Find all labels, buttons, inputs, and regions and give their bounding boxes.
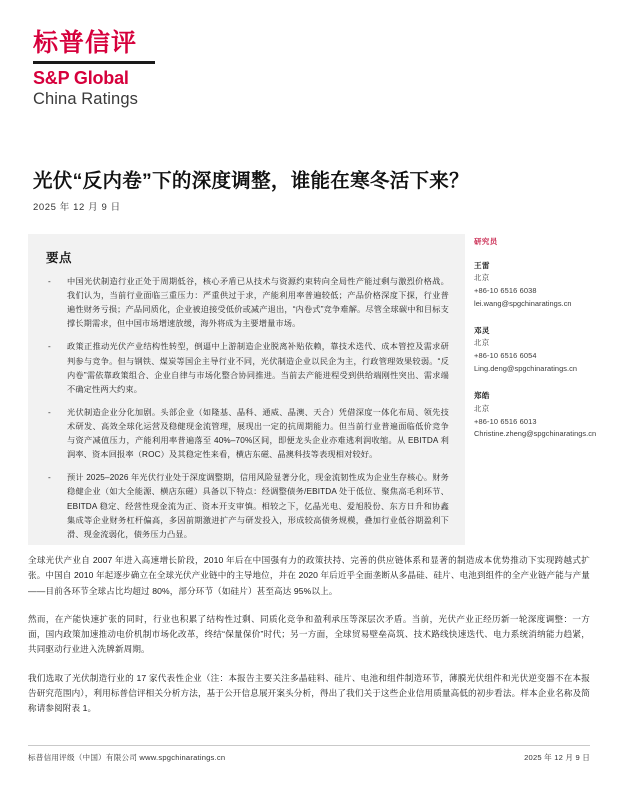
key-point-text: 光伏制造企业分化加剧。头部企业（如隆基、晶科、通威、晶澳、天合）凭借深度一体化布局、领先技术研发、高效全球化运营及稳健现金流管理，展现出一定的抗周期能力。但当前行业普遍面临低价竞争与资产减值压力，产能利用率普遍落至 40%–70%区间，即便龙头企业亦难逃利润收缩。从 EBITDA 利润率、资本回报率（ROC）及其稳定性来看，横店东磁、晶澳科技等表现相对较好。 [67, 407, 449, 460]
body-paragraph: 我们选取了光伏制造行业的 17 家代表性企业（注：本报告主要关注多晶硅料、硅片、电池和组件制造环节，薄膜光伏组件和光伏逆变器不在本报告研究范围内），利用标普信评相关分析方法，基于公开信息展开案头分析，得出了我们关于这些企业信用质量高低的初步看法。样本企业名称及简称请参阅附表 1。 [28, 672, 590, 714]
analyst-email[interactable]: lei.wang@spgchinaratings.cn [474, 299, 572, 309]
list-item [46, 406, 449, 462]
analyst-city: 北京 [474, 403, 490, 413]
logo-china-ratings-subtitle: China Ratings [33, 89, 138, 108]
bullet-dash-icon: - [48, 407, 51, 417]
key-point-text: 预计 2025–2026 年光伏行业处于深度调整期，信用风险显著分化，现金流韧性成为企业生存核心。财务稳健企业（如大全能源、横店东磁）具备以下特点：经调整债务/EBITDA 处于低位、聚焦高毛利环节、EBITDA 稳定、经营性现金流为正、资本开支审慎。相较之下，亿晶光电、爱旭股份、东方日升和协鑫集成等企业财务杠杆偏高，多因前期激进扩产与研发投入，形成较高债务规模，叠加行业低谷期盈利下滑、现金流弱化，债务压力凸显。 [67, 473, 449, 539]
bullet-dash-icon: - [48, 473, 51, 483]
list-item [46, 275, 449, 331]
page-title: 光伏“反内卷”下的深度调整，谁能在寒冬活下来？ [33, 170, 469, 193]
analyst-phone[interactable]: +86-10 6516 6054 [474, 351, 537, 361]
key-points-heading: 要点 [46, 251, 73, 265]
analyst-phone[interactable]: +86-10 6516 6038 [474, 286, 537, 296]
analyst-contact-card [474, 389, 614, 441]
document-date: 2025 年 12 月 9 日 [33, 202, 121, 213]
footer-company-website[interactable]: 标普信用评级（中国）有限公司 www.spgchinaratings.cn [28, 753, 226, 762]
analyst-phone[interactable]: +86-10 6516 6013 [474, 416, 537, 426]
analyst-name: 郑皓 [474, 391, 490, 401]
analyst-contact-card [474, 259, 614, 311]
bullet-dash-icon: - [48, 342, 51, 352]
brand-logo [33, 30, 233, 110]
key-points-list [46, 275, 449, 542]
logo-sp-global-wordmark: S&P Global [33, 68, 129, 89]
list-item [46, 471, 449, 542]
analyst-sidebar [474, 236, 614, 441]
analyst-email[interactable]: Christine.zheng@spgchinaratings.cn [474, 429, 597, 439]
analyst-city: 北京 [474, 273, 490, 283]
logo-chinese-wordmark: 标普信评 [33, 29, 138, 57]
analyst-city: 北京 [474, 338, 490, 348]
key-points-panel [28, 234, 465, 545]
body-paragraph: 然而，在产能快速扩张的同时，行业也积累了结构性过剩、同质化竞争和盈利承压等深层次矛盾。当前，光伏产业正经历新一轮深度调整：一方面，国内政策加速推动电价机制市场化改革，终结“保量保价”时代；另一方面，全球贸易壁垒高筑、技术路线快速迭代、电力系统消纳能力趋紧，共同驱动行业进入洗牌新周期。 [28, 613, 590, 655]
footer-date: 2025 年 12 月 9 日 [524, 753, 590, 762]
analyst-sidebar-heading: 研究员 [474, 237, 498, 246]
key-point-text: 政策正推动光伏产业结构性转型，倒逼中上游制造企业脱离补贴依赖，靠技术迭代、成本管控及需求研判参与竞争。但与钢铁、煤炭等国企主导行业不同，光伏制造企业以民企为主，行政管理效果较弱。“反内卷”需依靠政策组合、企业自律与市场化整合协同推进。当前去产能进程受到供给端刚性突出、需求端不确定性两大约束。 [67, 342, 449, 394]
analyst-contact-card [474, 324, 614, 376]
page-footer [28, 752, 590, 763]
key-point-text: 中国光伏制造行业正处于周期低谷，核心矛盾已从技术与资源约束转向全局性产能过剩与激烈价格战。我们认为，当前行业面临三重压力：严重供过于求，产能利用率普遍较低；产品价格深度下探，行业普遍性财务亏损；产品同质化，企业被迫接受低价或减产退出，“内卷式”竞争难解。尽管全球碳中和目标支撑长期需求，但中国市场增速放缓，海外将成为主要增量市场。 [67, 277, 449, 329]
body-copy [28, 553, 590, 717]
list-item [46, 340, 449, 396]
logo-divider-rule [33, 61, 155, 64]
analyst-name: 邓灵 [474, 326, 490, 336]
footer-divider [28, 745, 590, 746]
analyst-email[interactable]: Ling.deng@spgchinaratings.cn [474, 364, 577, 374]
bullet-dash-icon: - [48, 277, 51, 286]
body-paragraph: 全球光伏产业自 2007 年进入高速增长阶段，2010 年后在中国强有力的政策扶持、完善的供应链体系和显著的制造成本优势推动下实现跨越式扩张。中国自 2010 年起逐步确立在全球光伏产业链中的主导地位，并在 2020 年后近乎全面垄断从多晶硅、硅片、电池到组件的全产业链产能与产量——目前各环节全球占比均超过 80%，部分环节（如硅片）甚至高达 95%以上。 [28, 555, 590, 596]
analyst-name: 王雷 [474, 261, 490, 270]
